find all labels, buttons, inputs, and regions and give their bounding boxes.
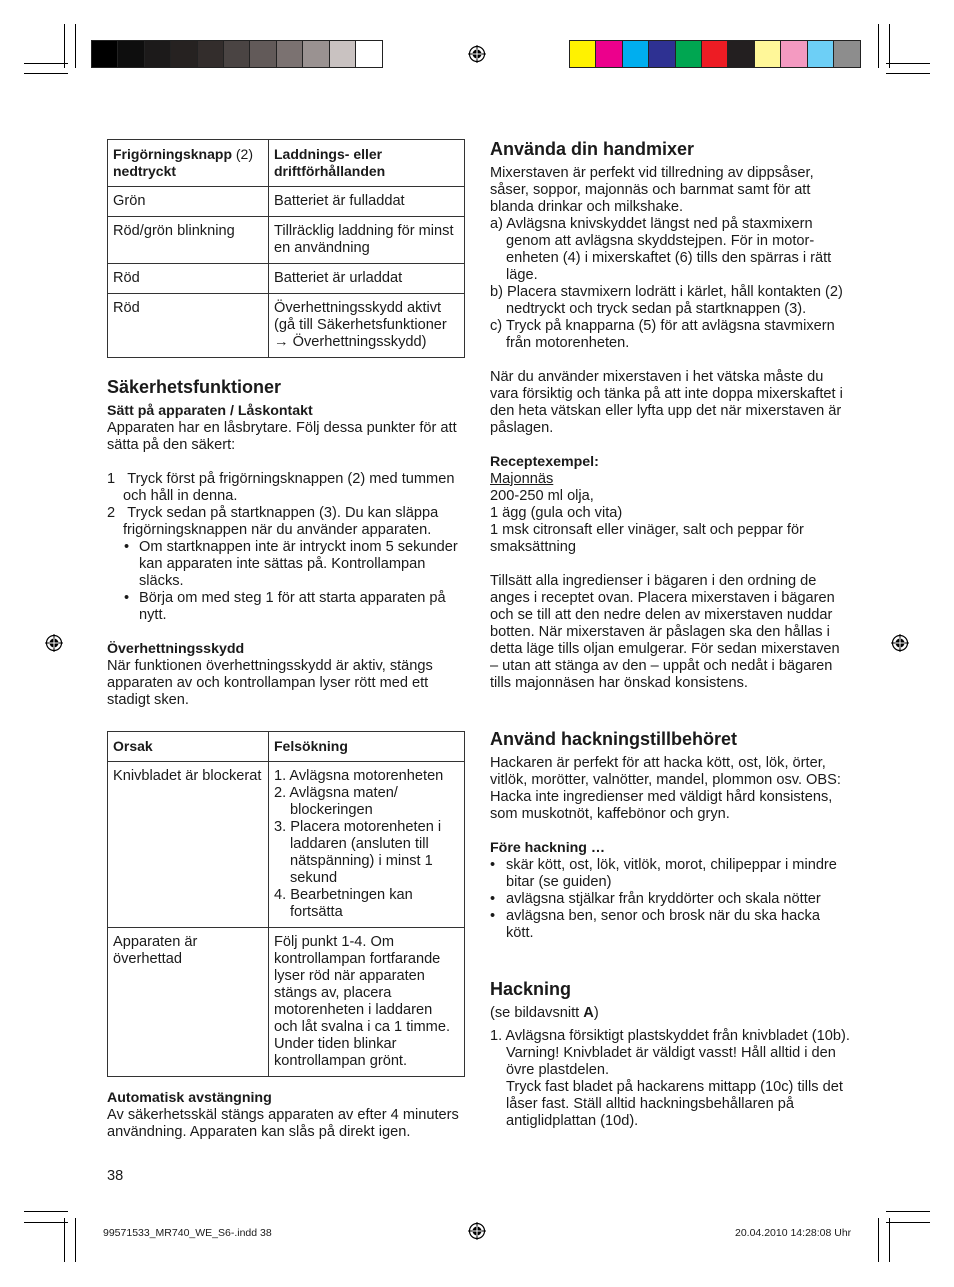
color-swatch xyxy=(250,41,276,67)
table-header-cell: Orsak xyxy=(108,732,269,762)
list-item: 3. Placera motorenheten i laddaren (ansluten till nätspänning) i minst 1 sekund xyxy=(274,819,442,886)
table-row xyxy=(108,294,465,358)
page-number: 38 xyxy=(107,1168,124,1184)
grayscale-color-bar xyxy=(91,40,383,68)
color-swatch xyxy=(224,41,250,67)
table-cell: Batteriet är fulladdat xyxy=(269,187,465,217)
table-header-cell: Laddnings- eller driftförhållanden xyxy=(269,140,465,187)
registration-mark-icon xyxy=(45,634,63,652)
paragraph: När du använder mixerstaven i het vätska måste du vara försiktig och tänka på att inte doppa mixerskaftet i den heta vätskan eller lyfta upp det när mixerstaven är påslagen. xyxy=(490,369,843,436)
list-item: • skär kött, ost, lök, vitlök, morot, chilipeppar i mindre bitar (se guiden) xyxy=(490,857,850,891)
list-item: 2 Tryck sedan på startknappen (3). Du kan släppa frigörningsknappen när du använder apparaten. xyxy=(107,505,439,538)
recipe-line: 1 ägg (gula och vita) xyxy=(490,505,623,521)
color-swatch xyxy=(649,41,675,67)
table-cell: Apparaten är överhettad xyxy=(108,928,269,1077)
color-swatch xyxy=(596,41,622,67)
color-swatch xyxy=(118,41,144,67)
table-cell: Följ punkt 1-4. Om kontrollampan fortfarande lyser röd när apparaten stängs av, placera motorenheten i laddaren och låt svalna i ca 1 timme. Under tiden blinkar kontrollampan grönt. xyxy=(269,928,465,1077)
print-timestamp: 20.04.2010 14:28:08 Uhr xyxy=(735,1227,852,1239)
file-name: 99571533_MR740_WE_S6-.indd 38 xyxy=(103,1227,272,1239)
list-item: • avlägsna stjälkar från kryddörter och skala nötter xyxy=(490,891,850,908)
list-item: 4. Bearbetningen kan fortsätta xyxy=(274,887,413,920)
registration-mark-icon xyxy=(468,1222,486,1240)
subheading: Överhettningsskydd xyxy=(107,641,245,657)
section-heading: Använd hackningstillbehöret xyxy=(490,729,738,749)
left-column xyxy=(107,139,465,1141)
status-table xyxy=(107,139,465,358)
table-cell: Grön xyxy=(108,187,269,217)
registration-mark-icon xyxy=(891,634,909,652)
subheading: Automatisk avstängning xyxy=(107,1090,272,1106)
table-cell: Överhettningsskydd aktivt (gå till Säkerhetsfunktioner → Överhettningsskydd) xyxy=(269,294,465,358)
steps-list xyxy=(490,1028,850,1130)
paragraph: (se bildavsnitt A) xyxy=(490,1005,599,1021)
paragraph: När funktionen överhettningsskydd är aktiv, stängs apparaten av och kontrollampan lyser rött med ett stadigt sken. xyxy=(107,658,433,708)
right-column xyxy=(490,138,850,1130)
table-row xyxy=(108,217,465,264)
table-cell: Tillräcklig laddning för minst en användning xyxy=(269,217,465,264)
table-cell xyxy=(269,762,465,928)
subheading: Före hackning … xyxy=(490,840,606,856)
color-swatch xyxy=(702,41,728,67)
color-swatch xyxy=(145,41,171,67)
list-item: a) Avlägsna knivskyddet längst ned på staxmixern genom att avlägsna skyddstejpen. För in motorenheten (4) i mixerskaftet (6) tills den spärras i rätt läge. xyxy=(490,216,832,283)
color-swatch xyxy=(356,41,382,67)
section-heading: Använda din handmixer xyxy=(490,139,695,159)
color-swatch xyxy=(808,41,834,67)
registration-mark-icon xyxy=(468,45,486,63)
recipe-name: Majonnäs xyxy=(490,471,554,487)
color-swatch xyxy=(834,41,860,67)
table-cell: Röd xyxy=(108,294,269,358)
table-row xyxy=(108,187,465,217)
recipe-line: 1 msk citronsaft eller vinäger, salt och peppar för smaksättning xyxy=(490,522,804,555)
table-header-cell: Felsökning xyxy=(269,732,465,762)
list-item: 1 Tryck först på frigörningsknappen (2) med tummen och håll in denna. xyxy=(107,471,455,504)
list-item: Tryck fast bladet på hackarens mittapp (10c) tills det låser fast. Ställ alltid hackningsbehållaren på antiglidplattan (10d). xyxy=(506,1079,843,1129)
list-item: • Om startknappen inte är intryckt inom 5 sekunder kan apparaten inte sättas på. Kontrollampan släcks. xyxy=(107,539,465,590)
color-swatch xyxy=(781,41,807,67)
paragraph: Mixerstaven är perfekt vid tillredning av dippsåser, såser, soppor, majonnäs och barnmat samt för att blanda drinkar och milkshake. xyxy=(490,165,814,215)
paragraph: Apparaten har en låsbrytare. Följ dessa punkter för att sätta på den säkert: xyxy=(107,420,457,453)
list-item: c) Tryck på knapparna (5) för att avlägsna stavmixern från motorenheten. xyxy=(490,318,835,351)
table-row xyxy=(108,264,465,294)
table-cell: Röd/grön blinkning xyxy=(108,217,269,264)
table-cell: Batteriet är urladdat xyxy=(269,264,465,294)
table-header-row xyxy=(108,732,465,762)
section-heading: Hackning xyxy=(490,979,572,999)
list-item: • Börja om med steg 1 för att starta apparaten på nytt. xyxy=(107,590,465,624)
table-cell: Knivbladet är blockerat xyxy=(108,762,269,928)
table-row xyxy=(108,928,465,1077)
table-header-row xyxy=(108,140,465,187)
recipe-line: 200-250 ml olja, xyxy=(490,488,594,504)
list-item: 1. Avlägsna försiktigt plastskyddet från knivbladet (10b). Varning! Knivbladet är väldigt vasst! Håll alltid i den övre plastdelen. xyxy=(490,1028,850,1078)
color-swatch xyxy=(277,41,303,67)
list-item: • avlägsna ben, senor och brosk när du ska hacka kött. xyxy=(490,908,850,942)
section-heading: Säkerhetsfunktioner xyxy=(107,377,282,397)
list-item: b) Placera stavmixern lodrätt i kärlet, håll kontakten (2) nedtryckt och tryck sedan på startknappen (3). xyxy=(490,284,843,317)
cmyk-color-bar xyxy=(569,40,861,68)
table-header-cell: Frigörningsknapp (2) nedtryckt xyxy=(108,140,269,187)
table-row xyxy=(108,762,465,928)
table-cell: Röd xyxy=(108,264,269,294)
color-swatch xyxy=(330,41,356,67)
paragraph: Hackaren är perfekt för att hacka kött, ost, lök, örter, vitlök, morötter, valnötter, mandel, plommon osv. OBS: Hacka inte ingredienser med väldigt hård konsistens, som muskotnöt, kaffebönor och gryn. xyxy=(490,755,841,822)
bullet-list xyxy=(490,857,850,942)
subheading: Sätt på apparaten / Låskontakt xyxy=(107,403,313,419)
color-swatch xyxy=(92,41,118,67)
color-swatch xyxy=(728,41,754,67)
steps-list xyxy=(490,216,850,352)
color-swatch xyxy=(755,41,781,67)
color-swatch xyxy=(676,41,702,67)
paragraph: Tillsätt alla ingredienser i bägaren i den ordning de anges i receptet ovan. Placera mixerstaven i bägaren och se till att den nedre delen av mixerstaven nuddar botten. När mixerstaven är påslagen ska den hållas i detta läge tills oljan emulgerar. För sedan mixerstaven – utan att stänga av den – uppåt och nedåt i bägaren tills majonnäsen har önskad konsistens. xyxy=(490,573,840,691)
subheading: Receptexempel: xyxy=(490,454,599,470)
list-item: 2. Avlägsna maten/ blockeringen xyxy=(274,785,398,818)
color-swatch xyxy=(171,41,197,67)
color-swatch xyxy=(570,41,596,67)
steps-list xyxy=(107,471,465,624)
troubleshooting-table xyxy=(107,731,465,1077)
color-swatch xyxy=(623,41,649,67)
color-swatch xyxy=(198,41,224,67)
list-item: 1. Avlägsna motorenheten xyxy=(274,768,444,784)
paragraph: Av säkerhetsskäl stängs apparaten av efter 4 minuters användning. Apparaten kan slås på direkt igen. xyxy=(107,1107,459,1140)
color-swatch xyxy=(303,41,329,67)
